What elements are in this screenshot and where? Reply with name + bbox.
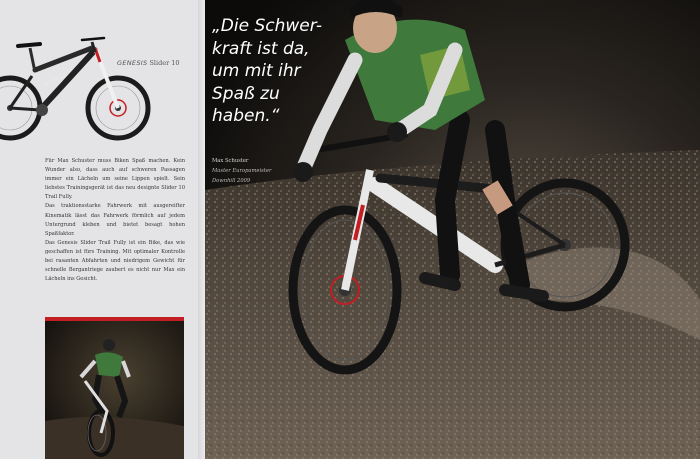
left-page (0, 0, 200, 459)
quote-attribution (212, 156, 271, 186)
article-body (45, 157, 185, 284)
product-model-label (117, 59, 180, 67)
body-paragraph: Für Max Schuster muss Biken Spaß machen. Kein Wunder also, dass auch auf schweren Passagen immer ein Lächeln um seine Lippen spielt. Sein liebstes Trainingsgerät ist das neu designte Slider 10 Trail Fully. (45, 158, 185, 201)
model-name: Slider 10 (149, 59, 180, 67)
body-paragraph: Das Genesis Slider Trail Fully ist ein Bike, das wie geschaffen ist fürs Training. Mit optimaler Kontrolle bei rasanten Abfahrten und niedrigem Gewicht für schnelle Bergantriege zaubert es nicht nur Max ein Lächeln ins Gesicht. (45, 239, 185, 283)
quote-line: haben.“ (212, 106, 280, 126)
product-bike-image (0, 30, 160, 145)
body-paragraph: Das traktionsstarke Fahrwerk mit ausgereifter Kinematik lässt das Fahrwerk förmlich auf jedem Untergrund kleben und bietet besagt hohen Spaßfaktor. (45, 203, 185, 237)
rider-name: Max Schuster (212, 158, 249, 164)
rider-title: Master Europameister (212, 168, 272, 174)
quote-line: um mit ihr (212, 61, 301, 81)
brand-name: GENESIS (117, 59, 148, 67)
rider-achievement: Downhill 2009 (212, 178, 251, 184)
rider-thumbnail-photo (45, 321, 184, 459)
quote-line: Spaß zu (212, 83, 280, 104)
quote-line: kraft ist da, (212, 38, 310, 59)
quote-line: „Die Schwer- (212, 16, 322, 36)
pull-quote (212, 15, 352, 128)
